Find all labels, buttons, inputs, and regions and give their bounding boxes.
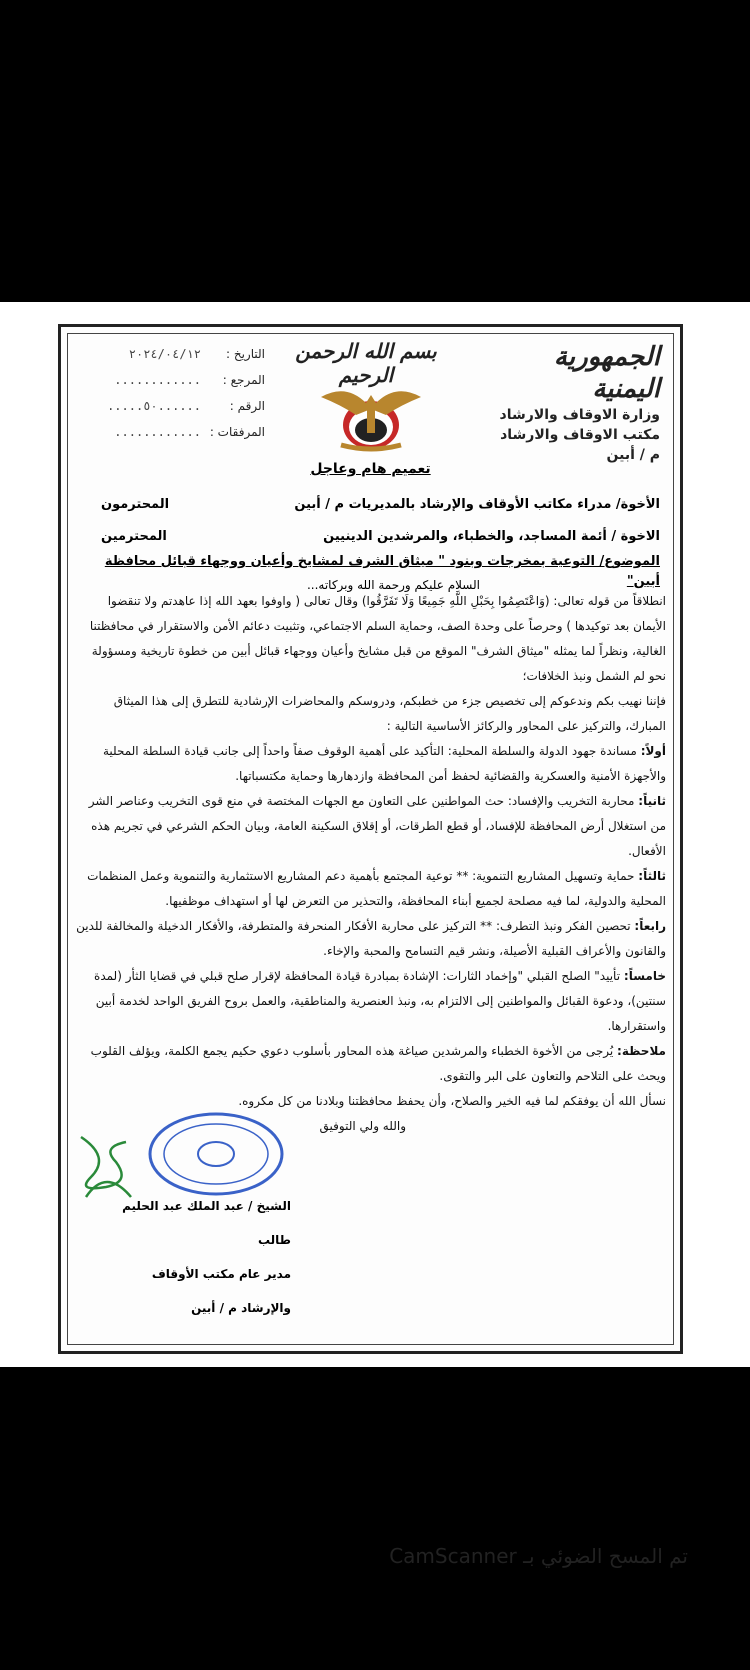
signer-name: الشيخ / عبد الملك عبد الحليم طالب xyxy=(122,1199,291,1247)
number-value: ......٥٠..... xyxy=(107,399,201,413)
scanned-sheet xyxy=(0,302,750,1568)
office-name: مكتب الاوقاف والارشاد xyxy=(500,427,660,443)
signoff-block xyxy=(121,1189,291,1325)
attachments-label: المرفقات : xyxy=(209,425,265,439)
signer-position: مدير عام مكتب الأوقاف والإرشاد م / أبين xyxy=(151,1267,291,1315)
date-value: ٢٠٢٤/٠٤/١٢ xyxy=(128,347,201,361)
letterhead-right xyxy=(490,341,660,465)
letterhead-left xyxy=(75,341,265,445)
paragraph: رابعاً: تحصين الفكر ونبذ التطرف: ** التركيز على محاربة الأفكار المنحرفة والمتطرفة، والأفكار الدخيلة والمخالفة للدين والقانون والأعراف القبلية الأصيلة، ونشر قيم التسامح والمحبة والإخاء. xyxy=(76,919,666,958)
paragraph: ملاحظة: يُرجى من الأخوة الخطباء والمرشدين صياغة هذه المحاور بأسلوب دعوي حكيم يجمع الكلمة، ويؤلف القلوب ويحث على التلاحم والتعاون على البر والتقوى. xyxy=(90,1044,666,1083)
greeting: السلام عليكم ورحمة الله وبركاته... xyxy=(306,578,480,592)
document-title: تعميم هام وعاجل xyxy=(310,461,431,477)
number-label: الرقم : xyxy=(229,399,265,413)
addressee-line-1 xyxy=(81,495,660,515)
ref-row xyxy=(75,367,265,393)
addressee-text: الأخوة/ مدراء مكاتب الأوقاف والإرشاد بالمديريات م / أبين xyxy=(294,497,660,512)
document-page xyxy=(58,324,683,1354)
date-row xyxy=(75,341,265,367)
attachments-row xyxy=(75,419,265,445)
official-stamp-icon xyxy=(146,1109,286,1199)
paragraph: نسأل الله أن يوفقكم لما فيه الخير والصلاح، وأن يحفظ محافظتنا وبلادنا من كل مكروه. xyxy=(238,1094,666,1108)
governorate: م / أبين xyxy=(606,447,660,463)
ministry-name: وزارة الاوقاف والارشاد xyxy=(499,407,660,423)
letter-body xyxy=(75,589,666,1139)
paragraph: خامساً: تأييد" الصلح القبلي "وإخماد الثارات: الإشادة بمبادرة قيادة المحافظة لإقرار صلح قبلي في قضايا الثأر (لمدة سنتين)، ودعوة القبائل والمواطنين إلى الالتزام به، ونبذ العنصرية والمناطقية، والعمل بروح الفريق الواحد لخدمة أبين واستقرارها. xyxy=(94,969,666,1033)
paragraph: ثانياً: محاربة التخريب والإفساد: حث المواطنين على التعاون مع الجهات المختصة في منع قوى التخريب وعناصر الشر من استغلال أرض المحافظة للإفساد، أو قطع الطرقات، أو إقلاق السكينة العامة، وبيان الحكم الشرعي في تجريم هذه الأفعال. xyxy=(88,794,666,858)
camscanner-caption: تم المسح الضوئي بـ CamScanner xyxy=(389,1544,688,1568)
number-row xyxy=(75,393,265,419)
attachments-value: ............ xyxy=(114,425,201,439)
addressee-line-2 xyxy=(81,527,660,547)
ref-value: ............ xyxy=(114,373,201,387)
country-name: الجمهورية اليمنية xyxy=(553,342,660,404)
ref-label: المرجع : xyxy=(222,373,265,387)
subject-line: الموضوع/ التوعية بمخرجات وبنود " ميثاق الشرف لمشايخ وأعيان ووجهاء قبائل محافظة أبين" xyxy=(104,554,660,589)
paragraph: انطلاقاً من قوله تعالى: (وَاعْتَصِمُوا بِحَبْلِ اللَّهِ جَمِيعًا وَلَا تَفَرَّقُوا) وقال تعالى ( واوفوا بعهد الله إذا عاهدتم ولا تنقضوا الأيمان بعد توكيدها ) وحرصاً على وحدة الصف، وحماية السلم الاجتماعي، وتثبيت دعائم الأمن والاستقرار في محافظتنا الغالية، ونظراً لما يمثله "ميثاق الشرف" الموقع من قبل مشايخ وأعيان ووجهاء قبائل أبين من خطوة تاريخية ومسؤولة نحو لم الشمل ونبذ الخلافات؛ xyxy=(89,594,666,683)
yemen-emblem-icon xyxy=(316,375,426,455)
paragraph: ثالثاً: حماية وتسهيل المشاريع التنموية: ** توعية المجتمع بأهمية دعم المشاريع الاستثمارية والتنموية وعمل المنظمات المحلية والدولية، لما فيه مصلحة لجميع أبناء المحافظة، والتحذير من التعرض لها أو استهداف موظفيها. xyxy=(87,869,666,908)
addressee-honorific: المحترمون xyxy=(101,497,170,512)
addressee-honorific: المحترمين xyxy=(101,529,167,544)
date-label: التاريخ : xyxy=(225,347,265,361)
paragraph: فإننا نهيب بكم وندعوكم إلى تخصيص جزء من خطبكم، ودروسكم والمحاضرات الإرشادية للتطرق إلى هذا الميثاق المبارك، والتركيز على المحاور والركائز الأساسية التالية : xyxy=(113,694,666,733)
addressee-text: الاخوة / أئمة المساجد، والخطباء، والمرشدين الدينيين xyxy=(323,529,660,544)
closing-line: والله ولي التوفيق xyxy=(319,1119,406,1133)
basmala: بسم الله الرحمن الرحيم xyxy=(295,339,437,387)
paragraph: أولاً: مساندة جهود الدولة والسلطة المحلية: التأكيد على أهمية الوقوف صفاً واحداً إلى جانب قيادة السلطة المحلية والأجهزة الأمنية والعسكرية والقضائية لحفظ أمن المحافظة وازدهارها وحماية مكتسباتها. xyxy=(102,744,666,783)
